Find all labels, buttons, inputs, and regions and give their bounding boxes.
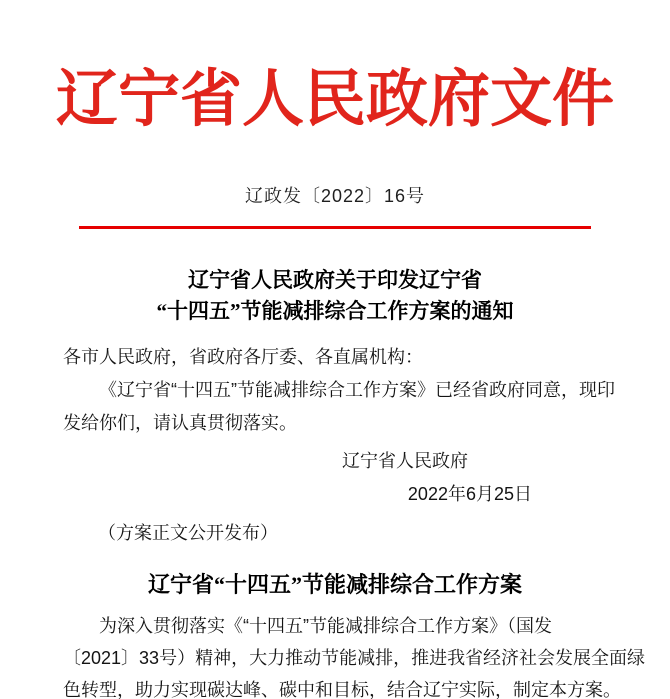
signer-name: 辽宁省人民政府 [342,450,468,471]
masthead-title: 辽宁省人民政府文件 [55,66,614,134]
document-number: 辽政发〔2022〕16号 [244,185,426,206]
plan-paragraph-line-3: 色转型，助力实现碳达峰、碳中和目标，结合辽宁实际，制定本方案。 [63,679,621,699]
notice-body-line-2: 发给你们，请认真贯彻落实。 [63,412,297,433]
salutation-line: 各市人民政府，省政府各厅委、各直属机构： [63,346,423,367]
plan-paragraph [63,610,646,699]
plan-paragraph-line-1: 为深入贯彻落实《“十四五”节能减排综合工作方案》（国发 [99,615,552,636]
notice-body [63,341,615,440]
notice-title [0,265,670,327]
signature-block [0,445,670,511]
publication-note: （方案正文公开发布） [98,522,278,543]
signature-date: 2022年6月25日 [407,483,532,504]
plan-paragraph-line-2: 〔2021〕33号）精神，大力推动节能减排，推进我省经济社会发展全面绿 [63,647,646,668]
notice-title-line-2: “十四五”节能减排综合工作方案的通知 [156,298,514,323]
notice-title-line-1: 辽宁省人民政府关于印发辽宁省 [188,267,482,292]
red-divider-line [79,226,591,229]
plan-title: 辽宁省“十四五”节能减排综合工作方案 [147,571,522,597]
notice-body-line-1: 《辽宁省“十四五”节能减排综合工作方案》已经省政府同意，现印 [99,379,615,400]
